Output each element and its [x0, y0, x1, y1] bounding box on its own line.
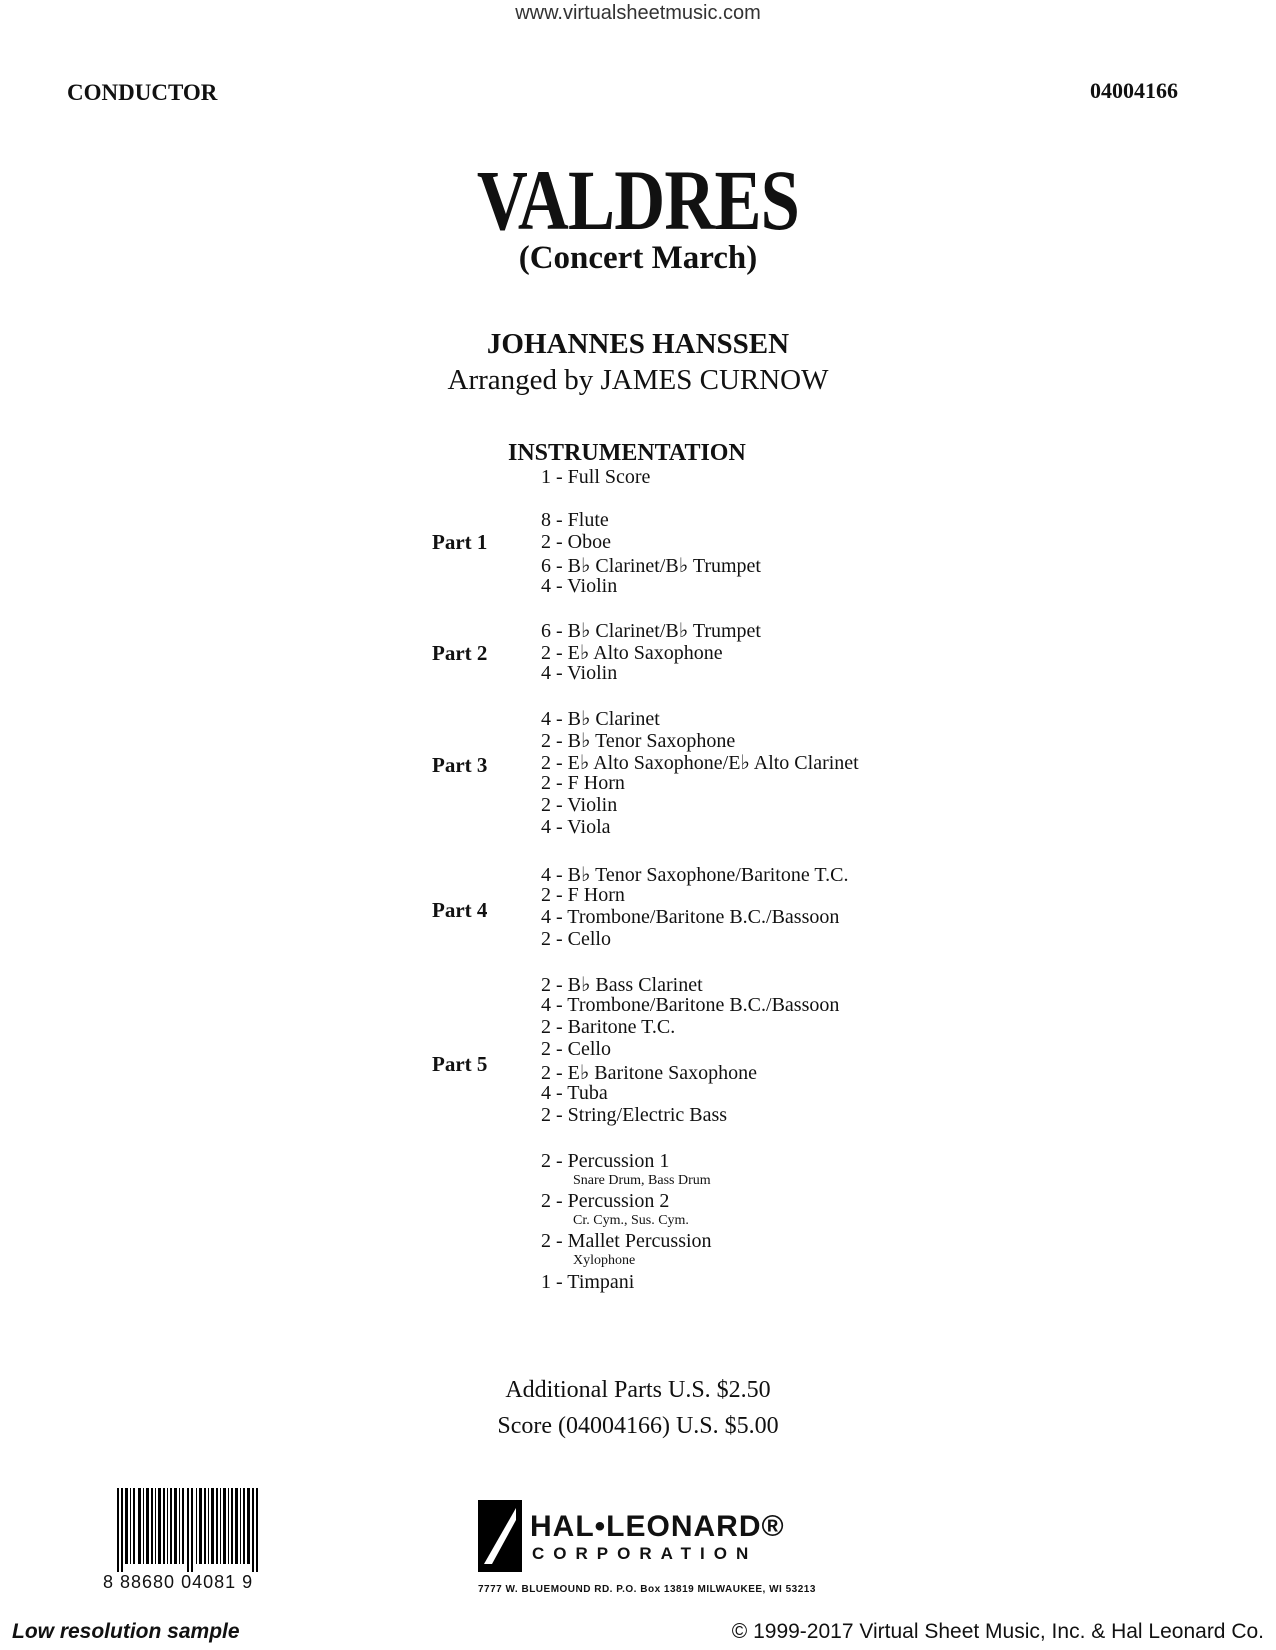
part-item: 8 - Flute: [541, 509, 609, 531]
part-item: 2 - String/Electric Bass: [541, 1104, 728, 1126]
part-item: 2 - F Horn: [541, 884, 625, 906]
part-item: 4 - Trombone/Baritone B.C./Bassoon: [541, 994, 840, 1016]
percussion-item: 2 - Percussion 2: [541, 1190, 670, 1212]
score-price: Score (04004166) U.S. $5.00: [497, 1413, 779, 1439]
barcode-digits: 8 88680 04081 9: [103, 1572, 254, 1592]
publisher-address: 7777 W. BLUEMOUND RD. P.O. Box 13819 MILWAUKEE, WI 53213: [478, 1584, 816, 1595]
publisher-logo: [478, 1500, 818, 1585]
copyright-notice: © 1999-2017 Virtual Sheet Music, Inc. & Hal Leonard Co.: [731, 1620, 1264, 1643]
part-item: 2 - Cello: [541, 928, 611, 950]
part-label: Part 1: [432, 530, 488, 554]
barcode-image: [117, 1488, 277, 1572]
part-item: 4 - Violin: [541, 575, 618, 597]
part-item: 2 - Cello: [541, 1038, 611, 1060]
part-item: 2 - Baritone T.C.: [541, 1016, 676, 1038]
part-item: 4 - Viola: [541, 816, 611, 838]
catalog-number: 04004166: [1090, 78, 1178, 103]
part-item: 2 - E♭ Alto Saxophone: [541, 642, 723, 664]
part-label: Part 2: [432, 641, 488, 665]
conductor-label: CONDUCTOR: [67, 80, 218, 105]
percussion-detail: Xylophone: [573, 1253, 636, 1268]
page-title: VALDRES: [476, 152, 800, 248]
percussion-detail: Snare Drum, Bass Drum: [573, 1173, 711, 1188]
part-item: 4 - B♭ Clarinet: [541, 708, 660, 730]
arranger: Arranged by JAMES CURNOW: [447, 364, 829, 396]
composer: JOHANNES HANSSEN: [486, 328, 790, 360]
part-item: 4 - B♭ Tenor Saxophone/Baritone T.C.: [541, 864, 849, 886]
logo-top-text: HAL•LEONARD®: [530, 1510, 785, 1543]
part-item: 4 - Violin: [541, 662, 618, 684]
part-item: 2 - Oboe: [541, 531, 611, 553]
watermark-url: www.virtualsheetmusic.com: [515, 2, 761, 24]
percussion-detail: Cr. Cym., Sus. Cym.: [573, 1213, 689, 1228]
instrumentation-heading: INSTRUMENTATION: [508, 440, 746, 466]
part-item: 4 - Trombone/Baritone B.C./Bassoon: [541, 906, 840, 928]
part-item: 4 - Tuba: [541, 1082, 608, 1104]
part-item: 2 - E♭ Alto Saxophone/E♭ Alto Clarinet: [541, 752, 859, 774]
part-item: 2 - B♭ Bass Clarinet: [541, 974, 703, 996]
percussion-item: 2 - Mallet Percussion: [541, 1230, 712, 1252]
part-label: Part 4: [432, 898, 488, 922]
low-res-notice: Low resolution sample: [12, 1620, 240, 1643]
part-item: 2 - Violin: [541, 794, 618, 816]
part-item: 6 - B♭ Clarinet/B♭ Trumpet: [541, 620, 761, 642]
part-item: 2 - E♭ Baritone Saxophone: [541, 1062, 758, 1084]
full-score-line: 1 - Full Score: [541, 466, 651, 488]
part-item: 2 - F Horn: [541, 772, 625, 794]
subtitle: (Concert March): [518, 240, 758, 276]
part-label: Part 5: [432, 1052, 488, 1076]
additional-parts-price: Additional Parts U.S. $2.50: [505, 1377, 771, 1403]
part-label: Part 3: [432, 753, 488, 777]
logo-bottom-text: CORPORATION: [532, 1544, 758, 1563]
percussion-item: 1 - Timpani: [541, 1271, 635, 1293]
part-item: 2 - B♭ Tenor Saxophone: [541, 730, 736, 752]
part-item: 6 - B♭ Clarinet/B♭ Trumpet: [541, 555, 761, 577]
percussion-item: 2 - Percussion 1: [541, 1150, 670, 1172]
